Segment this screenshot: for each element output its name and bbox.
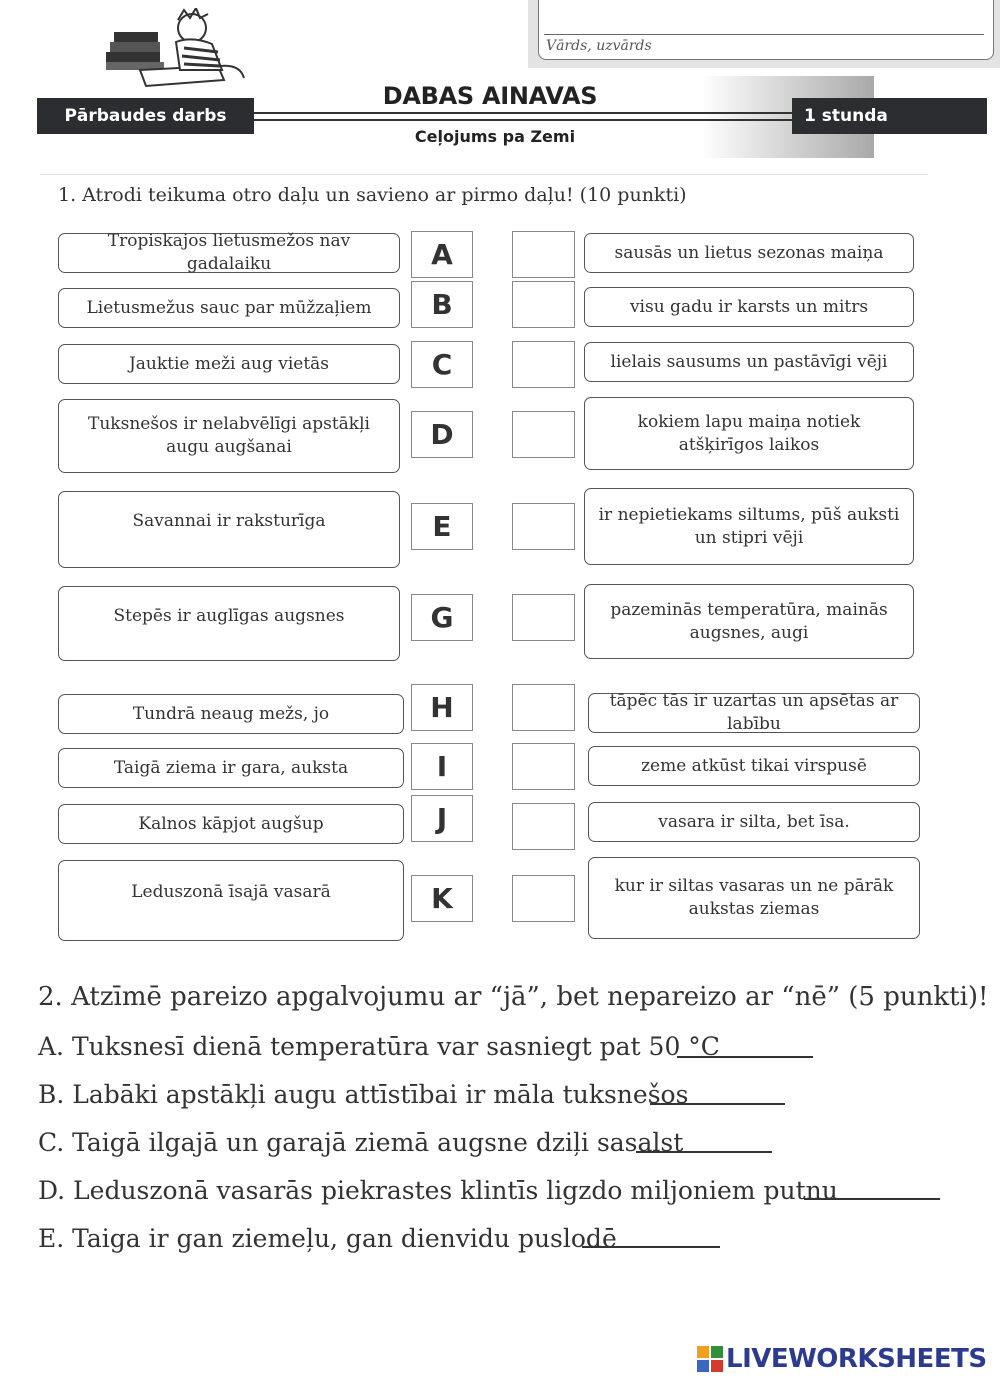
answer-box[interactable] [512, 803, 575, 850]
test-type-badge: Pārbaudes darbs [37, 98, 254, 134]
statement-b: B. Labāki apstākļi augu attīstībai ir māla tuksnešos [38, 1080, 689, 1109]
liveworksheets-logo[interactable] [697, 1343, 987, 1375]
answer-box[interactable] [512, 281, 575, 328]
left-phrase: Leduszonā īsajā vasarā [58, 860, 404, 941]
answer-box[interactable] [512, 743, 575, 790]
left-phrase: Lietusmežus sauc par mūžzaļiem [58, 288, 400, 328]
left-phrase: Tundrā neaug mežs, jo [58, 694, 404, 734]
answer-blank-c[interactable] [636, 1131, 772, 1153]
liveworksheets-icon [697, 1346, 723, 1372]
right-phrase: kokiem lapu maiņa notiek atšķirīgos laikos [584, 397, 914, 470]
right-phrase: tāpēc tās ir uzartas un apsētas ar labību [588, 693, 920, 733]
student-reading-icon [100, 8, 250, 92]
left-phrase: Jauktie meži aug vietās [58, 344, 400, 384]
letter-label: E [411, 503, 473, 550]
right-phrase: pazeminās temperatūra, mainās augsnes, augi [584, 584, 914, 659]
answer-blank-b[interactable] [650, 1083, 785, 1105]
left-phrase: Taigā ziema ir gara, auksta [58, 748, 404, 788]
letter-label: B [411, 281, 473, 328]
name-line [544, 34, 984, 35]
answer-box[interactable] [512, 875, 575, 922]
page-title: DABAS AINAVAS [382, 82, 598, 110]
header-rule-top [254, 112, 792, 114]
letter-label: A [411, 231, 473, 278]
name-label: Vārds, uzvārds [546, 38, 652, 54]
statement-d: D. Leduszonā vasarās piekrastes klintīs ligzdo miljoniem putnu [38, 1176, 838, 1205]
left-phrase: Tropiskajos lietusmežos nav gadalaiku [58, 233, 400, 273]
right-phrase: sausās un lietus sezonas maiņa [584, 233, 914, 273]
statement-c: C. Taigā ilgajā un garajā ziemā augsne dziļi sasalst [38, 1128, 684, 1157]
letter-label: D [411, 411, 473, 458]
left-phrase: Kalnos kāpjot augšup [58, 804, 404, 844]
right-phrase: kur ir siltas vasaras un ne pārāk aukstas ziemas [588, 857, 920, 939]
task2-instruction: 2. Atzīmē pareizo apgalvojumu ar “jā”, bet nepareizo ar “nē” (5 punkti)! [38, 982, 989, 1012]
liveworksheets-brand: LIVEWORKSHEETS [726, 1344, 987, 1374]
letter-label: K [411, 875, 473, 922]
answer-blank-a[interactable] [677, 1036, 813, 1058]
letter-label: H [411, 684, 473, 731]
answer-box[interactable] [512, 231, 575, 278]
letter-label: I [411, 743, 473, 790]
right-phrase: lielais sausums un pastāvīgi vēji [584, 342, 914, 382]
answer-box[interactable] [512, 503, 575, 550]
header-separator [40, 174, 928, 175]
answer-box[interactable] [512, 594, 575, 641]
answer-blank-e[interactable] [582, 1226, 720, 1248]
left-phrase: Stepēs ir auglīgas augsnes [58, 586, 400, 661]
duration-badge: 1 stunda [792, 98, 987, 134]
right-phrase: zeme atkūst tikai virspusē [588, 746, 920, 786]
answer-box[interactable] [512, 341, 575, 388]
answer-box[interactable] [512, 411, 575, 458]
letter-label: C [411, 341, 473, 388]
answer-blank-d[interactable] [804, 1178, 940, 1200]
letter-label: J [411, 795, 473, 842]
right-phrase: vasara ir silta, bet īsa. [588, 802, 920, 842]
statement-a: A. Tuksnesī dienā temperatūra var sasniegt pat 50 °C [38, 1032, 720, 1061]
letter-label: G [411, 594, 473, 641]
left-phrase: Savannai ir raksturīga [58, 491, 400, 568]
right-phrase: ir nepietiekams siltums, pūš auksti un stipri vēji [584, 488, 914, 565]
answer-box[interactable] [512, 684, 575, 731]
statement-e: E. Taiga ir gan ziemeļu, gan dienvidu puslodē [38, 1224, 617, 1253]
right-phrase: visu gadu ir karsts un mitrs [584, 287, 914, 327]
header-rule-bottom [254, 119, 792, 121]
task1-instruction: 1. Atrodi teikuma otro daļu un savieno ar pirmo daļu! (10 punkti) [58, 184, 687, 206]
left-phrase: Tuksnešos ir nelabvēlīgi apstākļi augu augšanai [58, 399, 400, 473]
page-subtitle: Ceļojums pa Zemi [414, 127, 576, 146]
